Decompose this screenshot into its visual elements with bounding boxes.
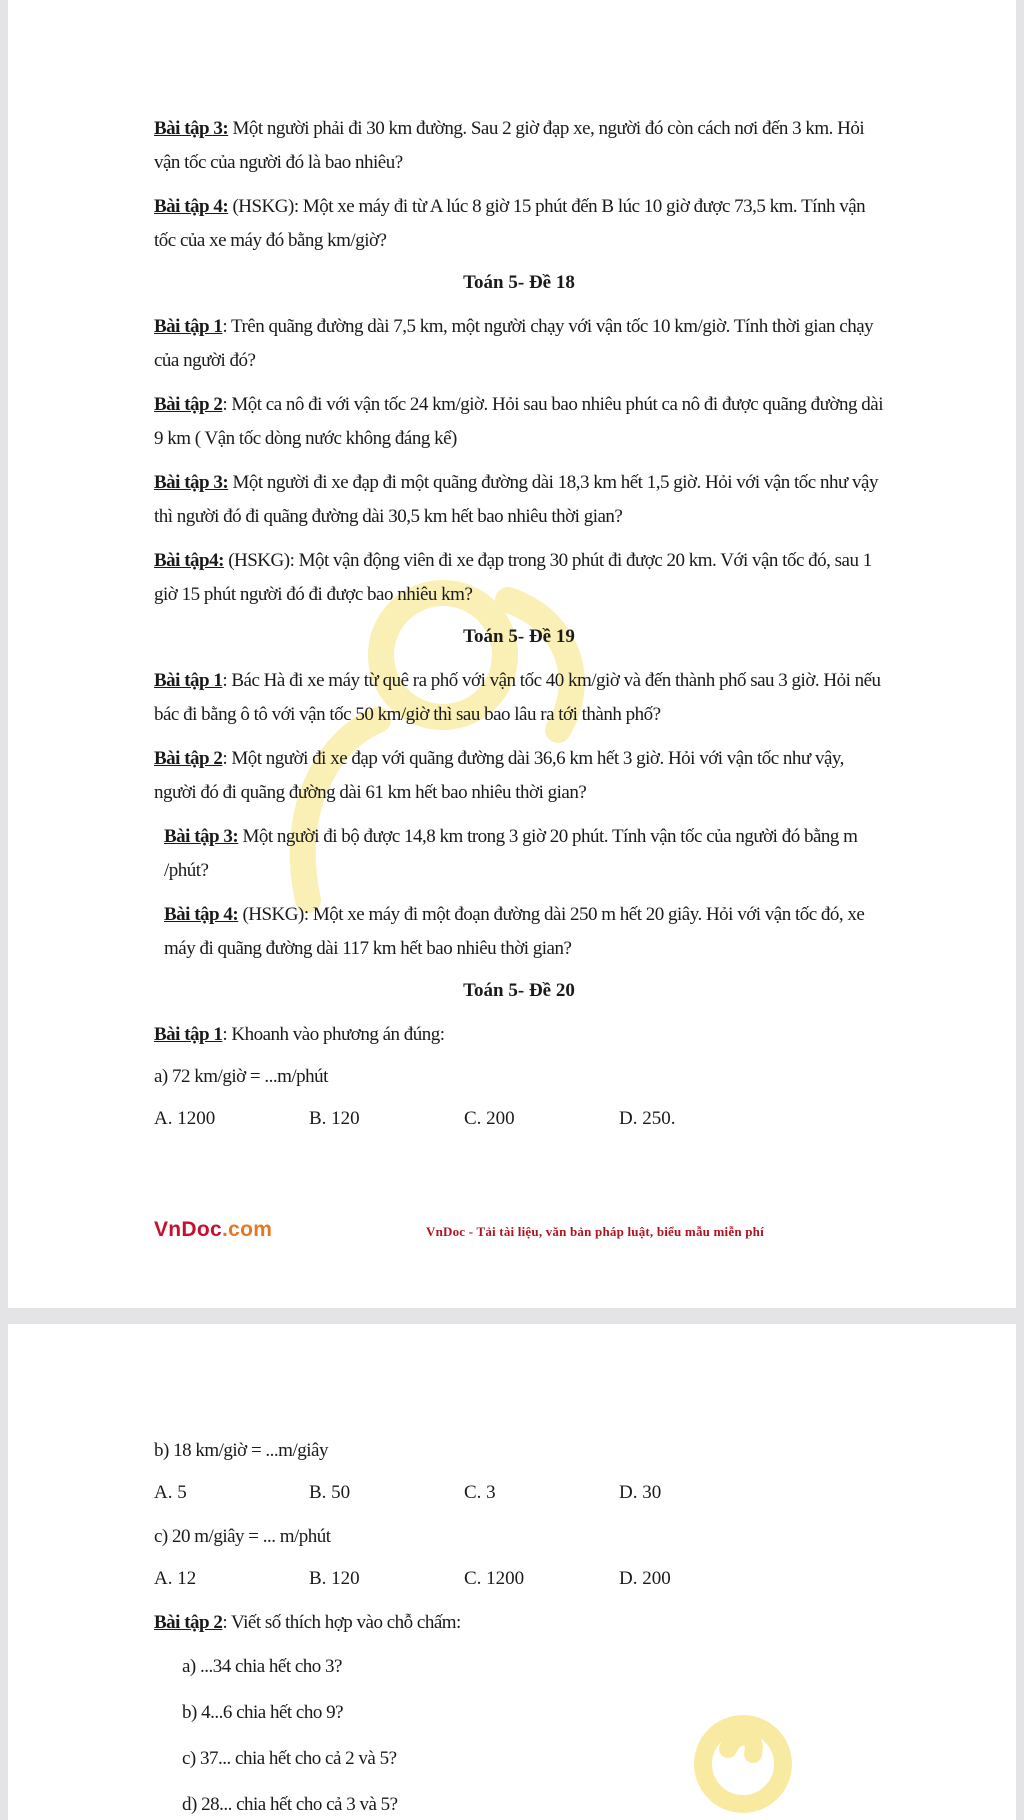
page-2-content xyxy=(154,1434,884,1820)
answer-options xyxy=(154,1102,884,1136)
document-page-1 xyxy=(8,0,1016,1308)
section-heading: Toán 5- Đề 19 xyxy=(463,626,575,647)
answer-option: C. 200 xyxy=(464,1108,515,1129)
answer-option: A. 5 xyxy=(154,1482,187,1503)
exercise-paragraph: Bài tập 4: (HSKG): Một xe máy đi một đoạn đường dài 250 m hết 20 giây. Hỏi với vận tốc đó, xe máy đi quãng đường dài 117 km hết bao nhiêu thời gian? xyxy=(164,904,865,959)
sub-question: b) 4...6 chia hết cho 9? xyxy=(182,1702,344,1723)
page-1-content xyxy=(154,112,884,1146)
sub-question: c) 37... chia hết cho cả 2 và 5? xyxy=(182,1748,397,1769)
answer-option: D. 200 xyxy=(619,1568,671,1589)
document-page-2 xyxy=(8,1324,1016,1820)
answer-option: B. 120 xyxy=(309,1108,360,1129)
answer-option: B. 120 xyxy=(309,1568,360,1589)
answer-option: C. 3 xyxy=(464,1482,496,1503)
page-footer xyxy=(154,1218,884,1248)
exercise-paragraph: Bài tập4: (HSKG): Một vận động viên đi xe đạp trong 30 phút đi được 20 km. Với vận tốc đó, sau 1 giờ 15 phút người đó đi được bao nhiêu km? xyxy=(154,550,872,605)
answer-options xyxy=(154,1476,884,1510)
answer-option: A. 1200 xyxy=(154,1108,216,1129)
exercise-paragraph: Bài tập 1: Bác Hà đi xe máy từ quê ra phố với vận tốc 40 km/giờ và đến thành phố sau 3 giờ. Hỏi nếu bác đi bằng ô tô với vận tốc 50 km/giờ thì sau bao lâu ra tới thành phố? xyxy=(154,670,881,725)
exercise-paragraph: Bài tập 3: Một người đi bộ được 14,8 km trong 3 giờ 20 phút. Tính vận tốc của người đó bằng m /phút? xyxy=(164,826,858,881)
section-heading: Toán 5- Đề 20 xyxy=(463,980,575,1001)
sub-question: d) 28... chia hết cho cả 3 và 5? xyxy=(182,1794,398,1815)
brand-logo: VnDoc.com xyxy=(154,1218,273,1241)
question-line: b) 18 km/giờ = ...m/giây xyxy=(154,1440,328,1461)
exercise-paragraph: Bài tập 2: Một người đi xe đạp với quãng đường dài 36,6 km hết 3 giờ. Hỏi với vận tốc như vậy, người đó đi quãng đường dài 61 km hết bao nhiêu thời gian? xyxy=(154,748,844,803)
answer-option: D. 250. xyxy=(619,1108,676,1129)
exercise-paragraph: Bài tập 2: Một ca nô đi với vận tốc 24 km/giờ. Hỏi sau bao nhiêu phút ca nô đi được quãng đường dài 9 km ( Vận tốc dòng nước không đáng kể) xyxy=(154,394,883,449)
exercise-paragraph: Bài tập 1: Khoanh vào phương án đúng: xyxy=(154,1024,445,1045)
sub-question: a) ...34 chia hết cho 3? xyxy=(182,1656,342,1677)
question-line: a) 72 km/giờ = ...m/phút xyxy=(154,1066,328,1087)
section-heading: Toán 5- Đề 18 xyxy=(463,272,575,293)
exercise-paragraph: Bài tập 1: Trên quãng đường dài 7,5 km, một người chạy với vận tốc 10 km/giờ. Tính thời gian chạy của người đó? xyxy=(154,316,874,371)
answer-option: B. 50 xyxy=(309,1482,351,1503)
footer-tagline: VnDoc - Tải tài liệu, văn bản pháp luật, biểu mẫu miễn phí xyxy=(426,1224,764,1239)
exercise-paragraph: Bài tập 3: Một người phải đi 30 km đường. Sau 2 giờ đạp xe, người đó còn cách nơi đến 3 km. Hỏi vận tốc của người đó là bao nhiêu? xyxy=(154,118,865,173)
question-line: c) 20 m/giây = ... m/phút xyxy=(154,1526,331,1547)
exercise-paragraph: Bài tập 2: Viết số thích hợp vào chỗ chấm: xyxy=(154,1612,461,1633)
exercise-paragraph: Bài tập 4: (HSKG): Một xe máy đi từ A lúc 8 giờ 15 phút đến B lúc 10 giờ được 73,5 km. Tính vận tốc của xe máy đó bằng km/giờ? xyxy=(154,196,866,251)
exercise-paragraph: Bài tập 3: Một người đi xe đạp đi một quãng đường dài 18,3 km hết 1,5 giờ. Hỏi với vận tốc như vậy thì người đó đi quãng đường dài 30,5 km hết bao nhiêu thời gian? xyxy=(154,472,878,527)
answer-option: A. 12 xyxy=(154,1568,197,1589)
answer-option: D. 30 xyxy=(619,1482,662,1503)
answer-options xyxy=(154,1562,884,1596)
answer-option: C. 1200 xyxy=(464,1568,525,1589)
